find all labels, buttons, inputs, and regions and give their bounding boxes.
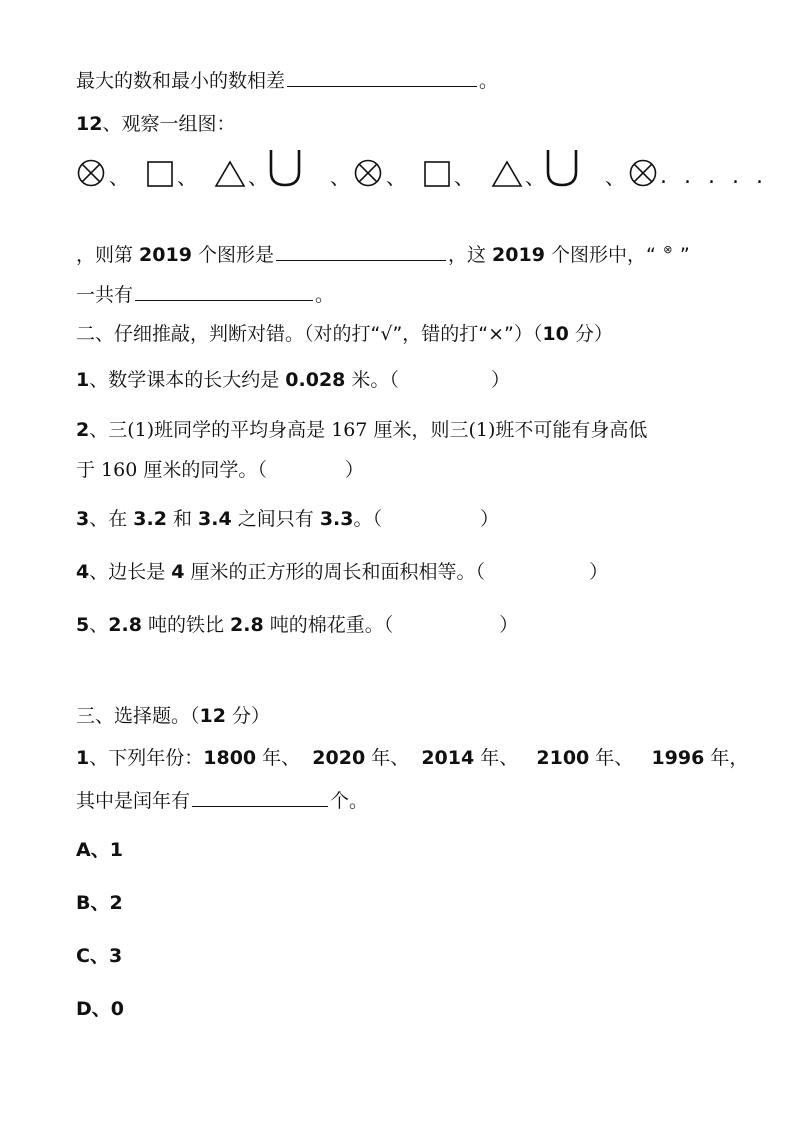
q12-line2-text: 个图形中，“ xyxy=(544,244,656,266)
s3-q1 xyxy=(76,744,774,772)
year-unit: 年、 xyxy=(256,747,301,769)
year-value: 2100 xyxy=(536,747,590,769)
option-label: A xyxy=(76,839,91,861)
section2-title-text: 二、仔细推敲，判断对错。（对的打“√”，错的打“×”）（ xyxy=(76,323,543,345)
separator: 、 xyxy=(109,165,129,189)
option-label: D xyxy=(76,998,92,1020)
leap-year-count-blank[interactable] xyxy=(192,786,328,807)
square-icon xyxy=(146,160,174,188)
option-c[interactable] xyxy=(76,942,774,970)
q12-line2-text: ” xyxy=(679,244,690,266)
q12-number-2019: 2019 xyxy=(139,244,192,266)
item-text: 。（ xyxy=(353,508,382,530)
item-number: 4 xyxy=(76,561,90,583)
option-b[interactable] xyxy=(76,889,774,917)
separator: 、 xyxy=(177,165,197,189)
year-unit: 年、 xyxy=(474,747,519,769)
q12-line2-text: ，则第 xyxy=(76,244,140,266)
item-text: 于 160 厘米的同学。（ xyxy=(76,459,267,481)
year-unit: 年、 xyxy=(589,747,634,769)
s2-item-5 xyxy=(76,611,774,639)
q12-shape-blank[interactable] xyxy=(276,240,446,261)
year-value: 1800 xyxy=(203,747,257,769)
section2-score: 10 xyxy=(542,323,569,345)
separator: 、 xyxy=(248,165,268,189)
ellipsis-dots: . . . . . xyxy=(660,164,768,189)
option-sep: 、 xyxy=(89,945,109,967)
item-text: 之间只有 xyxy=(231,508,320,530)
option-label: C xyxy=(76,945,90,967)
year-value: 2014 xyxy=(421,747,475,769)
option-value: 1 xyxy=(109,839,123,861)
circle-times-small-icon: ⊗ xyxy=(663,243,673,256)
item-text: 、下列年份： xyxy=(89,747,204,769)
separator: 、 xyxy=(386,165,406,189)
s2-item-2 xyxy=(76,416,774,444)
option-sep: 、 xyxy=(91,998,111,1020)
triangle-icon xyxy=(491,160,523,188)
option-sep: 、 xyxy=(90,839,110,861)
option-value: 3 xyxy=(108,945,123,967)
year-value: 2020 xyxy=(312,747,366,769)
item-text: 和 xyxy=(166,508,199,530)
s2-item-4 xyxy=(76,558,774,586)
section2-score-end: 分） xyxy=(568,323,613,345)
separator: 、 xyxy=(605,165,625,189)
year-unit: 年， xyxy=(704,747,749,769)
item-paren-close: ） xyxy=(344,459,364,481)
option-label: B xyxy=(76,892,91,914)
item-value: 3.3 xyxy=(319,508,354,530)
q12-line2-text: 个图形是 xyxy=(191,244,274,266)
s3-q1-line2 xyxy=(76,786,774,815)
option-sep: 、 xyxy=(90,892,110,914)
item-text: 厘米的正方形的周长和面积相等。（ xyxy=(184,561,486,583)
item-number: 3 xyxy=(76,508,90,530)
option-value: 0 xyxy=(110,998,125,1020)
section3-title-text: 三、选择题。（ xyxy=(76,705,200,727)
section3-score: 12 xyxy=(199,705,226,727)
item-number: 2 xyxy=(76,419,90,441)
q12-number: 12 xyxy=(76,113,103,135)
year-unit: 年、 xyxy=(365,747,410,769)
item-paren-close: ） xyxy=(589,561,609,583)
item-text: 、边长是 xyxy=(89,561,172,583)
item-text: 、在 xyxy=(89,508,134,530)
q12-line2-text: ，这 xyxy=(447,244,493,266)
item-value: 4 xyxy=(171,561,185,583)
cup-icon xyxy=(268,148,302,188)
item-value: 2.8 xyxy=(108,614,142,636)
section3-score-end: 分） xyxy=(225,705,271,727)
q12-text: 、观察一组图： xyxy=(102,113,236,135)
option-d[interactable] xyxy=(76,995,774,1023)
shape-sequence xyxy=(76,148,768,188)
q12-line3 xyxy=(76,280,774,309)
q12-line3-end: 。 xyxy=(315,284,335,306)
item-number: 1 xyxy=(76,747,90,769)
circle-times-icon xyxy=(628,158,658,188)
circle-times-icon xyxy=(76,158,106,188)
cup-icon xyxy=(545,148,579,188)
item-text: 米。（ xyxy=(345,369,399,391)
item-value: 3.2 xyxy=(133,508,167,530)
item-number: 5 xyxy=(76,614,90,636)
item-text: 吨的铁比 xyxy=(141,614,231,636)
separator: 、 xyxy=(525,165,545,189)
circle-times-icon xyxy=(353,158,383,188)
s2-item-2-cont xyxy=(76,456,774,484)
item-paren-close: ） xyxy=(499,614,519,636)
item-value: 2.8 xyxy=(230,614,264,636)
q12-line2 xyxy=(76,240,774,272)
section2-title xyxy=(76,320,774,348)
q12-count-blank[interactable] xyxy=(135,280,313,301)
item-value: 3.4 xyxy=(198,508,232,530)
square-icon xyxy=(423,160,451,188)
option-a[interactable] xyxy=(76,836,774,864)
item-text: 、数学课本的长大约是 xyxy=(89,369,286,391)
item-paren-close: ） xyxy=(480,508,500,530)
q11-answer-blank[interactable] xyxy=(287,66,477,87)
item-text: 、三(1)班同学的平均身高是 167 厘米，则三(1)班不可能有身高低 xyxy=(89,419,648,441)
item-text: 其中是闰年有 xyxy=(76,790,191,812)
s2-item-1 xyxy=(76,366,774,394)
section3-title xyxy=(76,702,774,730)
q12-header xyxy=(76,110,774,138)
item-text: 吨的棉花重。（ xyxy=(263,614,394,636)
q12-number-2019: 2019 xyxy=(492,244,545,266)
q11-end: 。 xyxy=(479,70,499,92)
separator: 、 xyxy=(330,165,350,189)
s2-item-3 xyxy=(76,505,774,533)
year-value: 1996 xyxy=(651,747,705,769)
item-text: 个。 xyxy=(330,790,369,812)
q11-text: 最大的数和最小的数相差 xyxy=(76,70,286,92)
option-value: 2 xyxy=(109,892,123,914)
item-number: 1 xyxy=(76,369,90,391)
q11-tail xyxy=(76,66,774,95)
item-paren-close: ） xyxy=(490,369,510,391)
item-text: 、 xyxy=(89,614,109,636)
triangle-icon xyxy=(214,160,246,188)
item-value: 0.028 xyxy=(285,369,346,391)
q12-line3-text: 一共有 xyxy=(76,284,134,306)
separator: 、 xyxy=(454,165,474,189)
